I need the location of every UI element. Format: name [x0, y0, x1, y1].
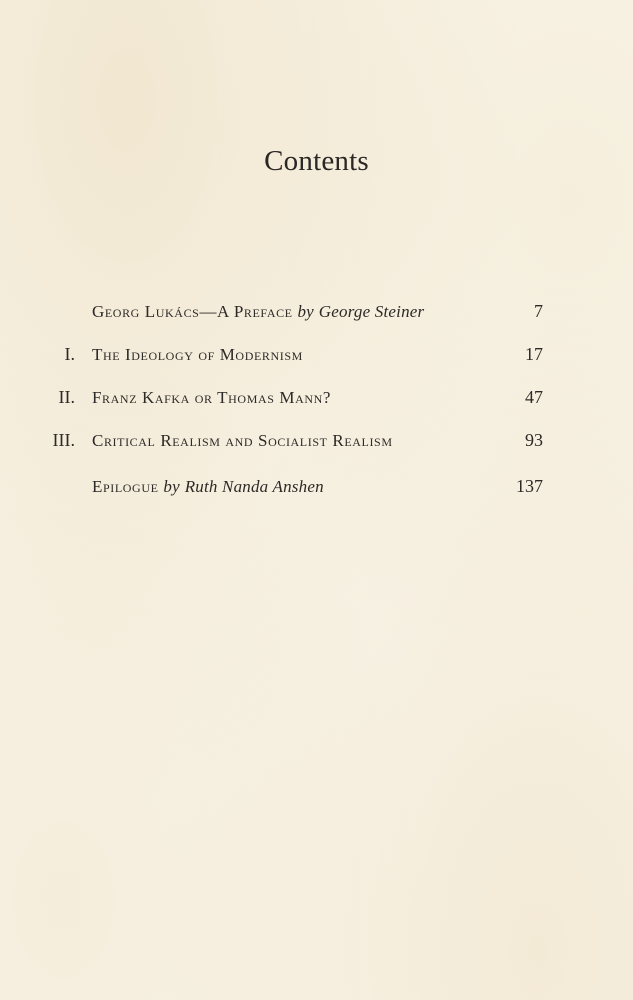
- page-title: Contents: [264, 145, 369, 177]
- toc-entry-chapter-2: [0, 387, 633, 415]
- toc-entry-page: 17: [525, 344, 543, 364]
- toc-entry-title: Georg Lukács—A Preface: [92, 302, 293, 321]
- toc-entry-author: Ruth Nanda Anshen: [184, 477, 324, 496]
- toc-entry-text: [92, 302, 424, 322]
- toc-entry-number: III.: [52, 430, 75, 450]
- toc-entry-number: II.: [58, 387, 75, 407]
- toc-entry-title: Critical Realism and Socialist Realism: [92, 431, 393, 450]
- toc-entry-page: 7: [534, 301, 543, 321]
- toc-entry-number: I.: [64, 344, 75, 364]
- toc-entry-title: Franz Kafka or Thomas Mann?: [92, 388, 332, 407]
- toc-entry-by: by: [297, 302, 314, 321]
- toc-entry-author: George Steiner: [318, 302, 425, 321]
- toc-entry-title: The Ideology of Modernism: [92, 345, 303, 364]
- toc-entry-title: Epilogue: [92, 477, 159, 496]
- toc-entry-page: 137: [516, 476, 543, 496]
- toc-entry-text: [92, 345, 303, 365]
- toc-entry-page: 93: [525, 430, 543, 450]
- toc-entry-text: [92, 477, 324, 497]
- toc-entry-epilogue: [0, 476, 633, 504]
- toc-entry-text: [92, 388, 331, 408]
- toc-entry-page: 47: [525, 387, 543, 407]
- toc-entry-text: [92, 431, 393, 451]
- toc-entry-preface: [0, 301, 633, 329]
- toc-entry-chapter-3: [0, 430, 633, 458]
- toc-entry-chapter-1: [0, 344, 633, 372]
- toc-entry-by: by: [163, 477, 180, 496]
